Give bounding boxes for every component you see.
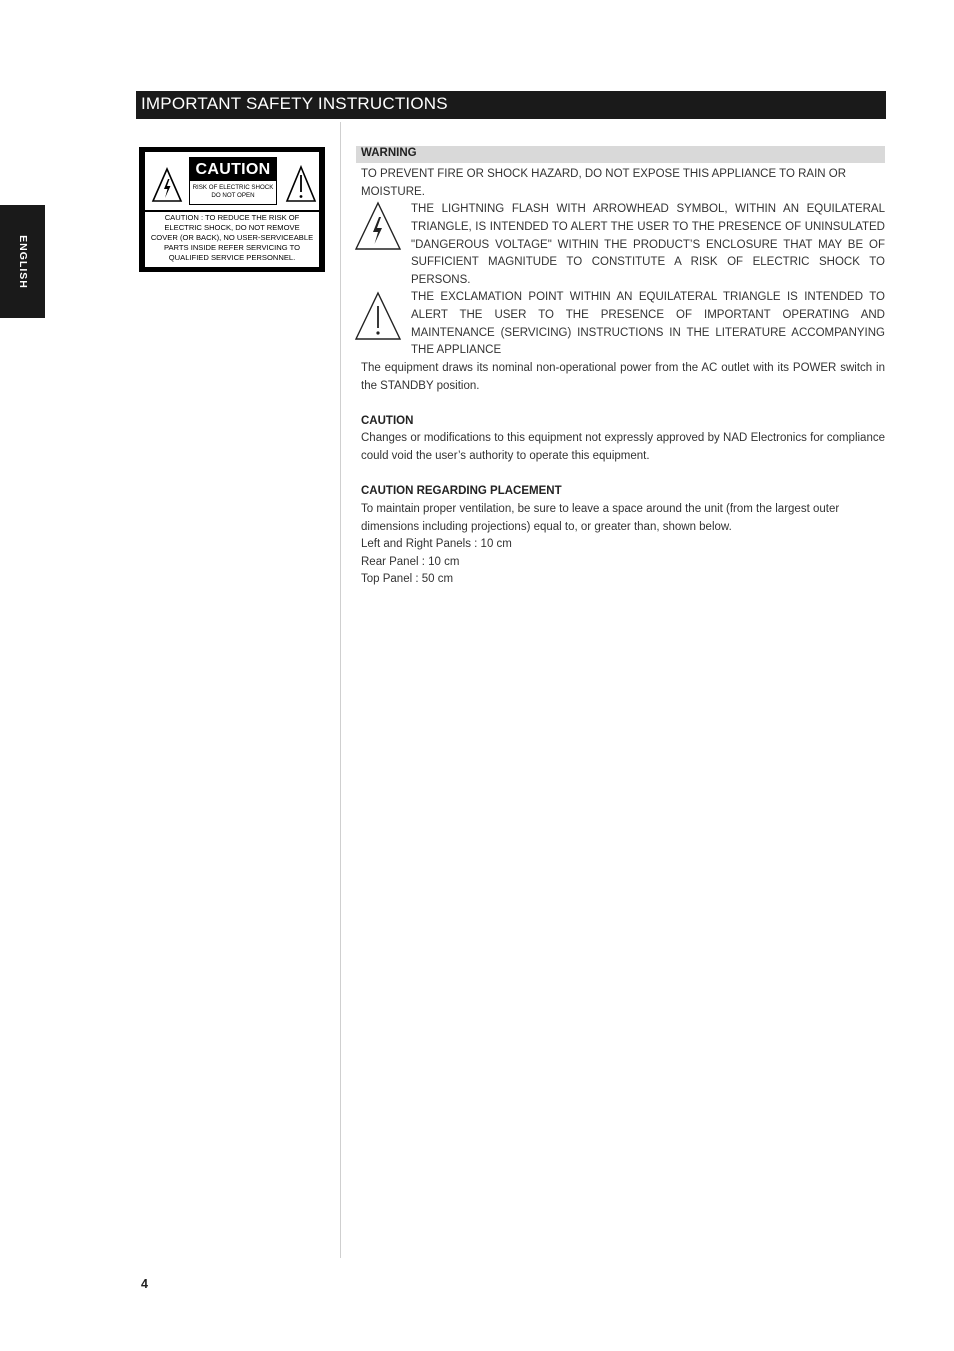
placement-text: To maintain proper ventilation, be sure to leave a space around the unit (from the largest outer dimensions including projections) equal to, or greater than, shown below.: [361, 503, 840, 533]
caution-line-4: PARTS INSIDE REFER SERVICING TO: [163, 243, 300, 252]
caution-label-rule: [145, 210, 319, 212]
caution-line-3: COVER (OR BACK), NO USER-SERVICEABLE: [150, 233, 314, 242]
exclamation-warning-icon: [285, 165, 317, 203]
warning-heading: WARNING: [361, 147, 417, 159]
page-number: 4: [141, 1277, 148, 1291]
caution-label-risk-text: [190, 184, 276, 200]
caution-line-5: QUALIFIED SERVICE PERSONNEL.: [168, 253, 296, 262]
caution-text: Changes or modifications to this equipment not expressly approved by NAD Electronics for compliance could void the user’s authority to operate this equipment.: [361, 432, 885, 462]
caution-heading: CAUTION: [361, 415, 414, 427]
caution-label-bottom-text: [149, 213, 315, 263]
language-tab-label: ENGLISH: [16, 234, 29, 289]
caution-label-top: [145, 152, 319, 209]
lightning-symbol-note: THE LIGHTNING FLASH WITH ARROWHEAD SYMBOL, WITHIN AN EQUILATERAL TRIANGLE, IS INTENDED TO ALERT THE USER TO THE PRESENCE OF UNINSULATED "DANGEROUS VOLTAGE" WITHIN THE PRODUCT’S ENCLOSURE THAT MAY BE OF SUFFICIENT MAGNITUDE TO CONSTITUTE A RISK OF ELECTRIC SHOCK TO PERSONS.: [411, 203, 885, 287]
caution-label-inner: [145, 152, 319, 267]
caution-label-title: CAUTION: [190, 158, 276, 181]
placement-line-rear: Rear Panel : 10 cm: [361, 556, 460, 568]
language-tab: [0, 205, 45, 318]
risk-line-1: RISK OF ELECTRIC SHOCK: [192, 184, 274, 191]
lightning-warning-icon: [151, 167, 183, 203]
column-divider: [340, 122, 341, 1258]
warning-heading-bar: [356, 146, 885, 163]
placement-line-side: Left and Right Panels : 10 cm: [361, 538, 512, 550]
section-title: IMPORTANT SAFETY INSTRUCTIONS: [141, 94, 448, 113]
placement-line-top: Top Panel : 50 cm: [361, 573, 454, 585]
risk-line-2: DO NOT OPEN: [211, 192, 255, 199]
caution-label-center: [189, 157, 277, 205]
caution-line-2: ELECTRIC SHOCK, DO NOT REMOVE: [164, 223, 300, 232]
caution-line-1: CAUTION : TO REDUCE THE RISK OF: [164, 213, 300, 222]
placement-heading: CAUTION REGARDING PLACEMENT: [361, 485, 562, 497]
standby-note: The equipment draws its nominal non-operational power from the AC outlet with its POWER switch in the STANDBY position.: [361, 362, 885, 392]
warning-text: TO PREVENT FIRE OR SHOCK HAZARD, DO NOT EXPOSE THIS APPLIANCE TO RAIN OR MOISTURE.: [361, 168, 847, 198]
exclamation-triangle-icon: [354, 291, 402, 341]
caution-label: [139, 147, 325, 272]
section-header: [136, 91, 886, 119]
lightning-triangle-icon: [354, 201, 402, 251]
exclamation-symbol-note: THE EXCLAMATION POINT WITHIN AN EQUILATERAL TRIANGLE IS INTENDED TO ALERT THE USER TO THE PRESENCE OF IMPORTANT OPERATING AND MAINTENANCE (SERVICING) INSTRUCTIONS IN THE LITERATURE ACCOMPANYING THE APPLIANCE: [411, 291, 885, 357]
